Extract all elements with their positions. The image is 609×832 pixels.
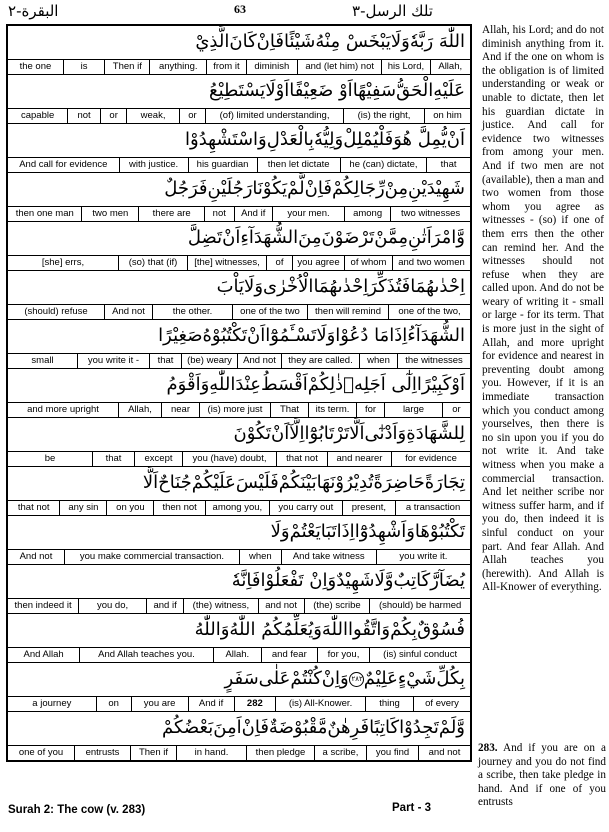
arabic-word: فَاِنْ <box>256 31 284 52</box>
gloss-line <box>8 304 470 319</box>
gloss-cell: you carry out <box>269 501 342 515</box>
arabic-word: الشُّهَدَآءُ <box>407 325 465 346</box>
arabic-word: وَاَقْوَمُ <box>166 374 210 395</box>
arabic-word: وَاِنْ تَفْعَلُوْا <box>260 570 337 591</box>
page-number: 63 <box>234 2 246 16</box>
arabic-word: تَرْضَوْنَ <box>321 227 375 248</box>
arabic-word: عَلَيْكُمْ <box>191 472 236 493</box>
arabic-word: وَاللّٰهُ <box>194 619 230 640</box>
arabic-word: مَا دُعُوْا <box>335 325 390 346</box>
arabic-word: شَهِيْدٌ <box>336 570 375 591</box>
arabic-word: ذٰلِكُمْ <box>307 374 344 395</box>
gloss-cell: (is) the right, <box>343 109 424 123</box>
gloss-cell: And if <box>234 207 272 221</box>
gloss-cell: that not <box>17 502 50 513</box>
gloss-cell: and nearer <box>327 452 391 466</box>
gloss-cell: of every <box>413 697 470 711</box>
arabic-word: الْحَقُّ <box>396 80 434 101</box>
gloss-line <box>8 59 470 74</box>
gloss-cell: with justice. <box>119 158 188 172</box>
gloss-cell: for evidence <box>391 452 470 466</box>
gloss-cell: And take witness <box>281 550 376 564</box>
arabic-line <box>8 369 470 402</box>
gloss-cell: that <box>92 452 134 466</box>
verse-row <box>8 320 470 369</box>
arabic-word: اَلَّا <box>349 423 365 444</box>
gloss-cell: a scribe, <box>314 746 366 760</box>
arabic-word: اِذَا <box>389 325 408 346</box>
verse-row <box>8 467 470 516</box>
arabic-word: يَسْتَطِيْعُ <box>209 80 266 101</box>
gloss-cell: (the) scribe <box>304 599 370 613</box>
arabic-word: اِلَّآ <box>289 423 305 444</box>
arabic-word: اِذَا <box>336 521 355 542</box>
gloss-cell: a transaction <box>395 501 470 515</box>
gloss-line <box>8 696 470 711</box>
arabic-word: تَبَايَعْتُمْ <box>289 521 337 542</box>
arabic-word: لِلشَّهَادَةِ <box>406 423 465 444</box>
gloss-cell: and (let him) not <box>297 60 381 74</box>
arabic-word: اَنْ <box>247 325 266 346</box>
gloss-cell: the witnesses <box>397 354 470 368</box>
arabic-word: وَاِنْ <box>321 668 349 689</box>
gloss-cell: small <box>31 355 54 366</box>
gloss-cell: And not <box>104 305 152 319</box>
gloss-cell: entrusts <box>74 746 130 760</box>
gloss-cell: not <box>204 207 234 221</box>
arabic-word: مَّقْبُوْضَةٌ <box>268 717 328 738</box>
gloss-cell: thing <box>365 697 413 711</box>
arabic-word: كَانَ <box>229 31 257 52</box>
gloss-cell: (is) more just <box>199 403 270 417</box>
verse-row <box>8 418 470 467</box>
arabic-word: بِكُلِّ <box>436 668 465 689</box>
arabic-word: اللّٰهَ رَبَّهٗ <box>409 31 465 52</box>
verse-row <box>8 124 470 173</box>
gloss-cell: (should) refuse <box>24 306 88 317</box>
arabic-word: عَلٰى <box>258 668 291 689</box>
gloss-cell: from it <box>206 60 245 74</box>
gloss-cell: one of the two, <box>388 305 470 319</box>
gloss-line <box>8 255 470 270</box>
gloss-cell: And Allah teaches you. <box>79 648 213 662</box>
arabic-word: عَلَيْهِ <box>433 80 465 101</box>
gloss-cell: you make commercial transaction. <box>64 550 239 564</box>
gloss-cell: a journey <box>32 698 72 709</box>
gloss-cell: Then if <box>104 60 149 74</box>
gloss-cell: Allah, <box>118 403 161 417</box>
gloss-cell: any sin <box>59 501 106 515</box>
arabic-word: رَجُلَيْنِ <box>207 178 253 199</box>
gloss-cell: be <box>44 453 56 464</box>
gloss-cell: except <box>134 452 182 466</box>
gloss-cell: among <box>344 207 390 221</box>
arabic-word: شَهِيْدَيْنِ <box>408 178 465 199</box>
gloss-cell: there are <box>138 207 204 221</box>
arabic-word: مِنْ <box>384 178 409 199</box>
gloss-cell: (of) limited understanding, <box>205 109 343 123</box>
arabic-word: الشُّهَدَآءِ <box>240 227 299 248</box>
arabic-word: وَاَشْهِدُوْٓا <box>354 521 415 542</box>
arabic-word: وَاَدْنٰٓى <box>364 423 407 444</box>
arabic-word: يَاْبَ <box>216 276 245 297</box>
arabic-word: مِنَ <box>298 227 322 248</box>
arabic-word: تَرْتَابُوْٓا <box>304 423 350 444</box>
arabic-word: رِّجَالِكُمْ <box>331 178 385 199</box>
arabic-word: اَوْ <box>451 374 465 395</box>
gloss-cell: that <box>426 158 470 172</box>
arabic-word: كَاتِبًا <box>369 717 400 738</box>
gloss-cell: then one man <box>15 208 74 219</box>
footer-part-label: Part - 3 <box>392 802 431 814</box>
gloss-cell: then let dictate <box>257 158 340 172</box>
arabic-word: كَبِيْرًا <box>416 374 452 395</box>
arabic-line <box>8 320 470 353</box>
gloss-cell: the other. <box>152 305 232 319</box>
verse-283-number: 283. <box>478 742 498 754</box>
arabic-word: فَاِنَّهٗ <box>231 570 261 591</box>
arabic-word: يُضَآرَّ <box>430 570 465 591</box>
verse-row <box>8 565 470 614</box>
arabic-word: فَتُذَكِّرَ <box>368 276 411 297</box>
arabic-line <box>8 712 470 745</box>
arabic-word: فُسُوْقٌ <box>417 619 465 640</box>
gloss-line <box>8 206 470 221</box>
verse-row <box>8 26 470 75</box>
arabic-word: الَّذِيْ <box>195 31 230 52</box>
verse-row <box>8 75 470 124</box>
arabic-line <box>8 124 470 157</box>
arabic-word: شَيْئًا <box>283 31 316 52</box>
arabic-word: فَاِنْ <box>304 178 332 199</box>
arabic-line <box>8 467 470 500</box>
gloss-cell: his Lord, <box>381 60 429 74</box>
gloss-cell: for you, <box>317 648 370 662</box>
arabic-line <box>8 663 470 696</box>
arabic-word: فَلْيُمْلِلْ <box>343 129 394 150</box>
gloss-cell: then not <box>153 501 204 515</box>
gloss-line <box>8 647 470 662</box>
arabic-word: سَفَرٍ <box>224 668 259 689</box>
arabic-word: تَكُوْنَ <box>233 423 271 444</box>
arabic-word: فَلَيْسَ <box>235 472 279 493</box>
surah-name-arabic: البقرة-٢ <box>8 2 59 20</box>
gloss-cell: is <box>63 60 105 74</box>
gloss-cell: two witnesses <box>390 207 470 221</box>
verse-row <box>8 369 470 418</box>
arabic-word: اَنْ <box>270 423 290 444</box>
gloss-cell: anything. <box>149 60 206 74</box>
arabic-word: اَلَّا <box>142 472 159 493</box>
arabic-word: عَلِيْمٌ <box>363 668 398 689</box>
verse-row <box>8 663 470 712</box>
arabic-word: وَلَا <box>244 276 264 297</box>
gloss-cell: his guardian <box>188 158 257 172</box>
arabic-word: حَاضِرَةً <box>373 472 425 493</box>
verse-row <box>8 173 470 222</box>
gloss-cell: And if <box>188 697 234 711</box>
gloss-cell: when <box>359 354 397 368</box>
gloss-cell: of whom <box>344 256 392 270</box>
arabic-word: وَيُعَلِّمُكُمُ اللّٰهُ <box>229 619 322 640</box>
arabic-word: وَاسْتَشْهِدُوْا <box>185 129 267 150</box>
gloss-cell: that not <box>276 452 327 466</box>
verse-row <box>8 712 470 760</box>
gloss-cell: near <box>161 403 199 417</box>
arabic-line <box>8 173 470 206</box>
arabic-word: اَوْ <box>275 80 290 101</box>
gloss-cell: or <box>442 403 470 417</box>
arabic-word: اِلٰٓى اَجَلِهٖ <box>343 374 417 395</box>
gloss-cell: Allah, <box>430 60 471 74</box>
arabic-word: اَوْ ضَعِيْفًا <box>289 80 353 101</box>
gloss-cell: And Allah <box>23 649 64 660</box>
gloss-cell: (is) sinful conduct <box>369 648 470 662</box>
arabic-line <box>8 516 470 549</box>
gloss-cell: That <box>270 403 308 417</box>
gloss-cell: he (can) dictate, <box>340 158 426 172</box>
gloss-cell: diminish <box>246 60 297 74</box>
arabic-word: يَكُوْنَا <box>252 178 288 199</box>
arabic-line <box>8 222 470 255</box>
arabic-line <box>8 418 470 451</box>
arabic-word: صَغِيْرًا <box>158 325 203 346</box>
gloss-line <box>8 402 470 417</box>
gloss-cell: then pledge <box>246 746 314 760</box>
arabic-word: عِنْدَ <box>235 374 261 395</box>
gloss-cell: [the] witnesses, <box>187 256 266 270</box>
arabic-word: تِجَارَةً <box>424 472 465 493</box>
arabic-word: اِحْدٰىهُمَا <box>313 276 369 297</box>
gloss-cell: two men <box>81 207 138 221</box>
gloss-cell: And not <box>237 354 281 368</box>
gloss-cell: [she] errs, <box>41 257 85 268</box>
translation-paragraph: Allah, his Lord; and do not diminish anything from it. And if the one on whom is the obligation is of limited understanding or weak or unable to dictate, then let his guardian dictate in justice. And call for evidence two witnesses from among your men. And if two men are not (available), then a man and two women from those whom you agree as witnesses - (so) if one of them errs then the other can remind her. And the witnesses should not refuse when they are called upon. And do not be weary of writing it - small or large - for its term. That is more just in the sight of Allah, and more upright for evidence and nearest in preventing doubt among you. However, if it is an immediate transaction which you conduct among yourselves, then there is no sin upon you if you do not write it. And take witness when you make a commercial transaction. And let neither scribe nor witness suffer harm, and if you do, then indeed it is sinful conduct on your part. And fear Allah. And Allah teaches you (herewith). And Allah is All-Knower of everything. <box>482 24 604 594</box>
gloss-cell: then will remind <box>307 305 388 319</box>
ayah-marker-glyph: ٢٨٢ <box>349 672 364 687</box>
page-header <box>0 0 609 24</box>
arabic-word: سَفِيْهًا <box>352 80 397 101</box>
arabic-word: فَاِنْ <box>241 717 269 738</box>
page-footer <box>0 800 609 832</box>
gloss-line <box>8 549 470 564</box>
gloss-cell: for <box>356 403 384 417</box>
translation-column <box>482 24 604 595</box>
arabic-word: تَكْتُبُوْهُ <box>202 325 248 346</box>
gloss-cell: on him <box>424 109 470 123</box>
arabic-line <box>8 565 470 598</box>
gloss-cell: and not <box>258 599 304 613</box>
gloss-cell: and fear <box>261 648 317 662</box>
gloss-cell: (the) witness, <box>183 599 257 613</box>
arabic-word: اَنْ <box>446 129 465 150</box>
gloss-cell: 282 <box>234 697 276 711</box>
juz-name-arabic: تلك الرسل-٣ <box>352 2 433 20</box>
arabic-word: فَرِهٰنٌ <box>327 717 370 738</box>
gloss-line <box>8 500 470 515</box>
gloss-cell: when <box>239 550 281 564</box>
arabic-word: اَقْسَطُ <box>261 374 308 395</box>
arabic-word: وَلَا <box>270 521 290 542</box>
gloss-cell: (so) that (if) <box>118 256 187 270</box>
gloss-cell: or <box>100 109 126 123</box>
arabic-word: وَّامْرَاَتٰنِ <box>408 227 465 248</box>
arabic-word: يَبْخَسْ مِنْهُ <box>315 31 391 52</box>
arabic-word: بَيْنَكُمْ <box>278 472 317 493</box>
gloss-line <box>8 353 470 368</box>
gloss-cell: on you <box>106 501 153 515</box>
arabic-word: لَا <box>265 80 276 101</box>
gloss-cell: of <box>266 256 292 270</box>
gloss-cell: you write it. <box>376 550 470 564</box>
gloss-cell: and not <box>418 746 470 760</box>
arabic-word: فَرَجُلٌ <box>164 178 208 199</box>
arabic-word: جُنَاحٌ <box>158 472 192 493</box>
gloss-cell: and if <box>146 599 183 613</box>
verse-row <box>8 222 470 271</box>
verse-row <box>8 516 470 565</box>
arabic-word: الْاُخْرٰى <box>263 276 314 297</box>
gloss-cell: Allah. <box>213 648 261 662</box>
arabic-word: يُّمِلَّ هُوَ <box>393 129 447 150</box>
arabic-word: تُدِيْرُوْنَهَا <box>316 472 374 493</box>
gloss-cell: weak, <box>126 109 179 123</box>
gloss-cell: its term. <box>308 403 356 417</box>
verse-row <box>8 271 470 320</box>
gloss-cell: you find <box>366 746 418 760</box>
interlinear-verse-table <box>6 24 472 762</box>
gloss-cell: you (have) doubt, <box>182 452 276 466</box>
arabic-word: بِالْعَدْلِ <box>266 129 314 150</box>
gloss-cell: large <box>384 403 442 417</box>
gloss-cell: And call for evidence <box>19 159 108 170</box>
arabic-word: وَلَا <box>390 31 410 52</box>
arabic-word: اللّٰهَ <box>321 619 349 640</box>
gloss-cell: on <box>96 697 131 711</box>
arabic-word: تَكْتُبُوْهَا <box>414 521 465 542</box>
gloss-line <box>8 598 470 613</box>
gloss-cell: that <box>149 354 181 368</box>
arabic-word: بَعْضُكُمْ <box>162 717 214 738</box>
gloss-cell: And not <box>19 551 53 562</box>
gloss-cell: your men. <box>272 207 344 221</box>
gloss-cell: and two women <box>392 256 470 270</box>
gloss-cell: Then if <box>130 746 176 760</box>
arabic-word: وَلَا <box>316 325 336 346</box>
gloss-cell: they are called. <box>281 354 359 368</box>
arabic-word: اللّٰهِ <box>209 374 236 395</box>
arabic-word: وَاتَّقُوا <box>348 619 391 640</box>
arabic-line <box>8 75 470 108</box>
gloss-cell: one of the two <box>232 305 307 319</box>
footer-surah-label: Surah 2: The cow (v. 283) <box>8 804 146 816</box>
arabic-word: بِكُمْ <box>390 619 418 640</box>
arabic-word: تَضِلَّ <box>187 227 223 248</box>
gloss-cell: you write it - <box>77 354 149 368</box>
gloss-cell: then indeed it <box>14 600 72 611</box>
arabic-word: وَلِيُّهٗ <box>313 129 344 150</box>
gloss-cell: one of you <box>18 747 64 758</box>
arabic-word: وَّلَمْ <box>438 717 465 738</box>
gloss-cell: capable <box>20 110 55 121</box>
gloss-line <box>8 157 470 172</box>
arabic-line <box>8 614 470 647</box>
gloss-cell: not <box>67 109 100 123</box>
arabic-word: كُنْتُمْ <box>290 668 322 689</box>
arabic-word: تَسْـَٔمُوْٓا <box>265 325 317 346</box>
gloss-cell: the one <box>19 61 52 72</box>
arabic-line <box>8 26 470 59</box>
arabic-word: شَيْءٍ <box>397 668 437 689</box>
arabic-word: لَّمْ <box>287 178 305 199</box>
verse-283-text: And if you are on a journey and you do not find a scribe, then take pledge in hand. And if one of you entrusts <box>478 742 606 809</box>
gloss-cell: among you, <box>205 501 269 515</box>
arabic-word: كَاتِبٌ <box>393 570 431 591</box>
gloss-line <box>8 745 470 760</box>
arabic-word: اِحْدٰىهُمَا <box>410 276 465 297</box>
arabic-word: تَجِدُوْا <box>399 717 439 738</box>
gloss-cell: (is) All-Knower. <box>275 697 365 711</box>
gloss-cell: in hand. <box>176 746 246 760</box>
arabic-word: وَّلَا <box>374 570 394 591</box>
verse-row <box>8 614 470 663</box>
ayah-number-marker <box>349 664 364 694</box>
gloss-cell: and more upright <box>27 404 99 415</box>
gloss-cell: present, <box>342 501 395 515</box>
gloss-cell: or <box>179 109 205 123</box>
arabic-line <box>8 271 470 304</box>
gloss-line <box>8 108 470 123</box>
arabic-word: مِمَّنْ <box>374 227 409 248</box>
gloss-cell: you do, <box>78 599 146 613</box>
gloss-cell: (should) be harmed <box>369 599 470 613</box>
gloss-cell: you are <box>131 697 188 711</box>
arabic-word: اَمِنَ <box>213 717 242 738</box>
arabic-word: اَنْ <box>222 227 241 248</box>
gloss-cell: (be) weary <box>181 354 237 368</box>
gloss-line <box>8 451 470 466</box>
gloss-cell: you agree <box>292 256 344 270</box>
